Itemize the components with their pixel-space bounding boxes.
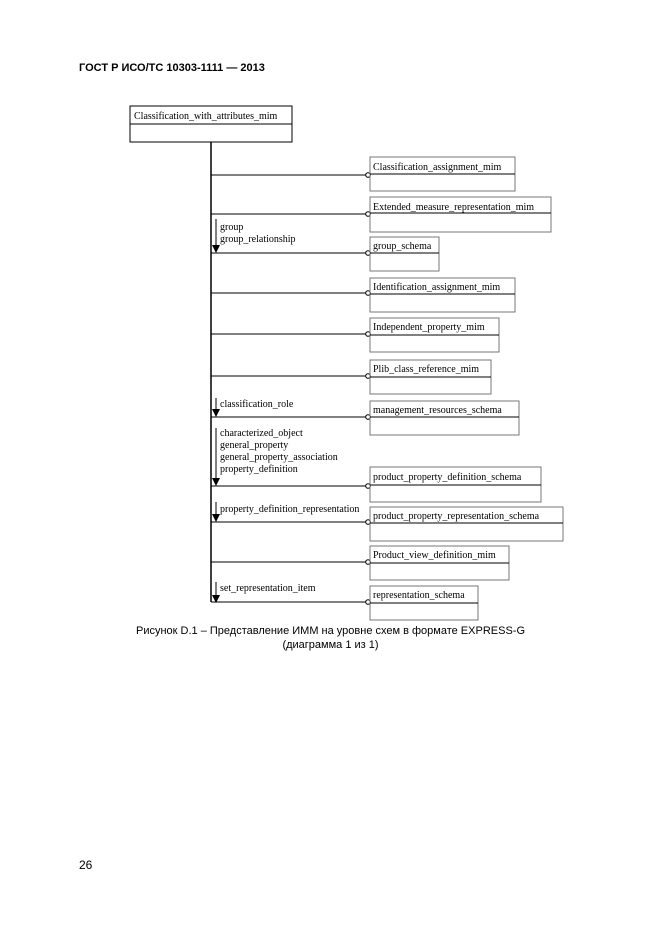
figure-caption-line2: (диаграмма 1 из 1) (282, 639, 379, 651)
figure-caption-line1: Рисунок D.1 – Представление ИММ на уровне схем в формате EXPRESS-G (135, 625, 525, 637)
schema-label: management_resources_schema (373, 405, 502, 416)
label-group: group (220, 222, 244, 233)
schema-label: product_property_definition_schema (373, 472, 522, 483)
label-property-definition: property_definition (220, 464, 298, 475)
schema-box-plib-class-reference (211, 360, 491, 394)
label-property-definition-representation: property_definition_representation (220, 504, 360, 515)
schema-box-classification-assignment (211, 157, 515, 191)
root-schema-label: Classification_with_attributes_mim (134, 111, 278, 122)
root-schema-box (130, 106, 292, 142)
schema-label: Extended_measure_representation_mim (373, 202, 535, 213)
schema-label: Identification_assignment_mim (373, 282, 501, 293)
schema-label: representation_schema (373, 590, 465, 601)
label-set-representation-item: set_representation_item (220, 583, 316, 594)
label-characterized-object: characterized_object (220, 428, 303, 439)
label-general-property-association: general_property_association (220, 452, 338, 463)
label-group-relationship: group_relationship (220, 234, 296, 245)
schema-label: Independent_property_mim (373, 322, 485, 333)
page-header: ГОСТ Р ИСО/ТС 10303-1111 — 2013 (79, 62, 265, 74)
page-number: 26 (79, 858, 93, 872)
schema-box-identification-assignment (211, 278, 515, 312)
schema-label: Classification_assignment_mim (373, 162, 502, 173)
label-classification-role: classification_role (220, 399, 294, 410)
schema-label: Plib_class_reference_mim (373, 364, 480, 375)
schema-box-extended-measure-representation (211, 197, 551, 232)
schema-label: product_property_representation_schema (373, 511, 540, 522)
label-general-property: general_property (220, 440, 289, 451)
schema-label: group_schema (373, 241, 432, 252)
schema-box-independent-property (211, 318, 499, 352)
schema-label: Product_view_definition_mim (373, 550, 496, 561)
schema-box-product-view-definition (211, 546, 509, 580)
